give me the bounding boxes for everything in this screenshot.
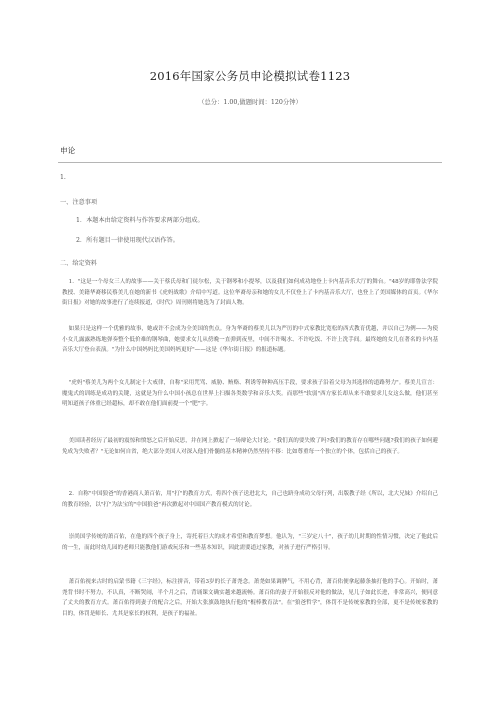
materials-heading: 二、给定资料 [60,260,98,267]
note-item: 1．本题本由给定资料与作答要求两部分组成。 [76,217,204,224]
material-paragraph: 如果只是这样一个优雅的故事，她或许不会成为全美国的焦点。身为华裔的蔡美儿以为严厉的中式家教比宽松的西式教育优越，并以自己为例——为使小女儿露露熟练地弹奏整个低价难的钢琴曲，她要求女儿从傍晚一直弹到夜里，中间不许喝水、不许吃饭、不许上洗手间。最终她的女儿在著名的卡内基音乐大厅登台表演。"为什么中国妈妈比美国妈妈更好"——这是《华尔街日报》的报道标题。 [62,326,438,354]
notes-heading: 一、注意事项 [60,199,98,206]
section-divider [58,162,442,163]
material-paragraph: "虎妈"蔡美儿为两个女儿制定十大戒律，自称"采用咒骂、威胁、贿赂、利诱等种种高压手段，要求孩子沿着父母为其选择的道路努力"。蔡美儿宣言：魔鬼式的训练是成功的关键，这就是为什么中国小孩总在世界上扫描各类数学和音乐大奖。而那些"软弱"西方家长却从来不敢要求儿女这么做，他们甚至明知道孩子体重已经超标，却不敢在他们面前提一个"肥"字。 [62,380,438,408]
exam-meta: （总分：1.00,做题时间：120分钟） [198,99,302,106]
material-paragraph: 萧百佑视来古时的启蒙书籍《三字经》，标注拼音，带着3岁的长子萧尧念。萧尧如果调脾气，不用心背，萧百佑便拿起藤条抽打他的手心。开始时，萧尧背书时不努力，不认真，不断哭闹，半个月之后，背诵课文确实越来越流畅。萧百佑的妻子开始很反对他的做法，见儿子如此长进，非常高兴，便同意了丈夫的教育方式。萧百佑得到妻子的配合之后，开始大张旗鼓地执行他的"棍棒教育法"。在"狼爸哲学"，体罚不是传统家教的全部，更不是传统家教的目的，体罚是师长、尤其是家长的权利，是孩子的福祉。 [62,579,438,617]
material-paragraph: 2．自称"中国狼爸"的香港商人萧百佑，用"打"的教育方式，将四个孩子送进北大，自己也跻身成功父母行列，出版教子经《所以，北大兄妹》介绍自己的教育经验，以"打"为法宝的"中国狼爸"再次掀起对中国国产教育模式的讨论。 [62,491,438,508]
page-title: 2016年国家公务员申论模拟试卷1123 [149,69,351,83]
material-paragraph: 崇尚国学传统的萧百佑，在他的四个孩子身上，寄托着巨大的成才希望和教育梦想。他认为，"三岁定八十"，孩子幼儿时期的性情习惯，决定了他此后的一生，而此时幼儿园的老师只能教他们游戏玩乐和一些基本知识，因此需要道过家教，对孩子进行严格引导。 [62,534,438,551]
material-paragraph: 美国读者经历了最初的震惊和愤怒之后开始反思，并在网上掀起了一场辩论大讨论。"我们真的要失败了吗?我们的教育存在哪些问题?我们的孩子如何避免成为失败者？"无论如何自省，绝大部分美国人对深入他们骨髓的基本精神仍然坚持不移：比如尊重每一个独立的个体，包括自己的孩子。 [62,438,438,455]
note-item: 2．所有题目一律使用现代汉语作答。 [76,237,179,244]
question-number: 1. [60,174,66,181]
section-heading: 申论 [60,146,76,155]
material-paragraph: 1．"这是一个母女三人的故事——关于蔡氏母和门徒尔松，关于钢琴和小提琴，以及我们如何成功地登上卡内基音乐大厅的舞台。"48岁的耶鲁法学院教授、美籍华裔移民蔡美儿在她的新书《虎妈战歌》介绍中写道。这位华裔母亲和她的女儿不仅登上了卡内基音乐大厅，也登上了美国媒体的首页。《华尔街日报》对她的故事进行了连续报道，《时代》周刊则将她选为了封面人物。 [62,279,438,307]
